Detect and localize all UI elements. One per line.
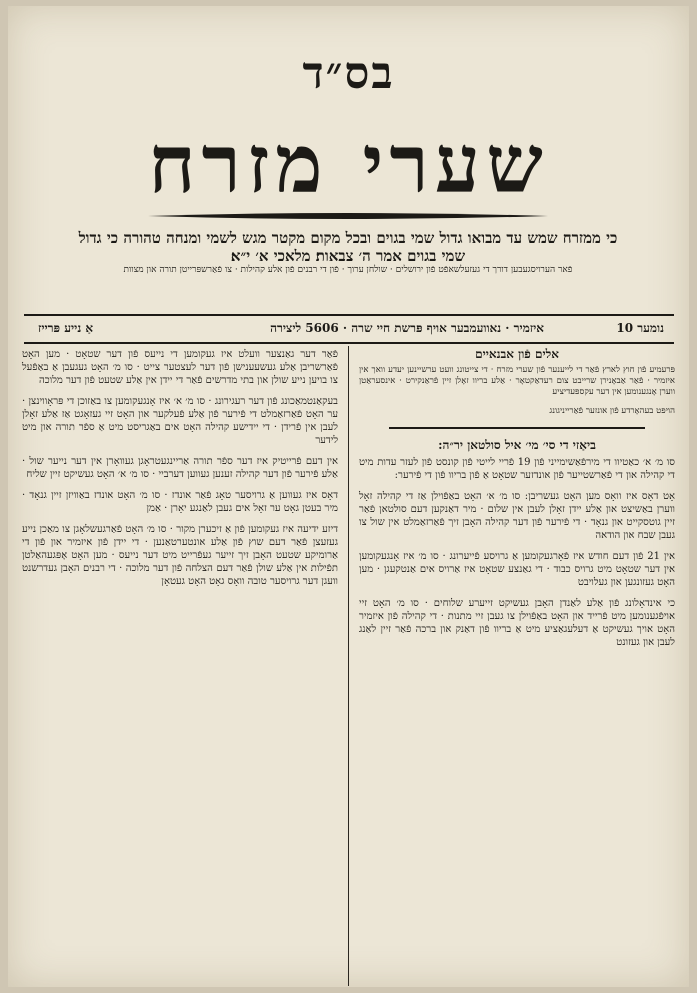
masthead-bar xyxy=(24,314,674,344)
article-paragraph: בעקאַנטמאַכונג פֿון דער רעגירונג · סו מ׳ א׳ איז אָנגעקומען צו באַזוכן די פּראָווינצן · ער האָט פֿאַרזאַמלט די פֿירער פֿון אַלע פֿעלקער און האָט זיי געזאָגט אַז אַלע זאָלן לעבן אין פֿרידן · די יידישע קהילה האָט אים באַגריסט מיט אַ ספֿר תורה און מיט לידער xyxy=(22,396,338,446)
notice-text: פּרעמיע פֿון חוץ לארץ פֿאַר די לייענער פֿון שערי מזרח · די צייטונג וועט ערשיינען יעדע וואך אין איזמיר · פֿאַר אַבאָנירן שרייבט צום רעדאַקטאָר · אַלע בריוו זאָלן זיין פֿראַנקירט · אינסעראַטן ווערן אָנגענומען אין דער עקספּעדיציע xyxy=(359,365,675,397)
article-paragraph: כי אינדאָלונג פֿון אַלע לאַנדן האָבן געשיקט זייערע שלוחים · סו מ׳ האָט זיי אויפֿגענומען מיט פֿרייד און האָט באַפֿוילן צו געבן זיי מתנות · די קהילה פֿון איזמיר האָט אויך געשיקט אַ דעלעגאַציע מיט אַ בריוו פֿון דאַנק און ברכה פֿאַר זיין לאַנג לעבן און געזונט xyxy=(359,598,675,648)
ornament-rule xyxy=(148,212,548,220)
subtitle-line-1: כי ממזרח שמש עד מבואו גדול שמי בגוים ובכל מקום מקטר מגש לשמי ומנחה טהורה כי גדול xyxy=(78,229,618,247)
notice-heading: אלים פֿון אבנאיים xyxy=(475,347,559,361)
article-paragraph: דיזע ידיעה איז געקומען פֿון אַ זיכערן מקור · סו מ׳ האָט פֿאַרגעשלאָגן צו מאַכן נייע געזעצן פֿאַר דעם שוץ פֿון אַלע אונטערטאַנען · די יידן פֿון איזמיר און פֿון די אַרומיקע שטעט האָבן זיך זייער געפֿרייט מיט דער נייעס · מען האָט אָפּגעהאַלטן תפֿילות אין אַלע שולן פֿאַר דעם הצלחה פֿון דער מלוכה · די רבנים האָבן געדרשנט וועגן דער גרויסער טובה וואָס גאָט האָט געטאָן xyxy=(22,524,338,587)
issue-date: איזמיר · נאוועמבער אויף פּרשת חיי שרה · 5606 ליצירה xyxy=(270,321,544,335)
section-heading: ביאַזי די סי׳ מי׳ איל סולטאן יר״ה: xyxy=(438,438,596,452)
article-paragraph: אין 21 פֿון דעם חודש איז פֿאָרגעקומען אַ גרויסע פֿייערונג · סו מ׳ איז אָנגעקומען אין דער שטאָט מיט גרויס כבוד · די גאַנצע שטאָט איז אַרויס אים אַנטקעגן · מען האָט געזונגען און געלויבט xyxy=(359,551,675,588)
newspaper-title: שערי מזרח xyxy=(148,117,549,211)
issue-price: אַ נייע פּרייז xyxy=(38,321,94,335)
article-paragraph: אין דעם פֿרייטיק איז דער ספֿר תורה אַריינגעטראָגן געוואָרן אין דער נייער שול · אַלע פֿירער פֿון דער קהילה זענען געווען דערביי · סו מ׳ א׳ האָט געשיקט זיין שליח xyxy=(22,456,338,480)
newspaper-page xyxy=(8,6,689,987)
right-column xyxy=(359,348,675,657)
article-paragraph: דאָס איז געווען אַ גרויסער טאָג פֿאַר אונדז · סו מ׳ האָט אונדז באַוויזן זיין גנאָד · מיר בעטן גאָט ער זאָל אים געבן לאַנגע יאָרן · אַמן xyxy=(22,490,338,514)
article-paragraph: סו מ׳ א׳ כאַטיוו די מירפֿאַשימייני פֿון 19 פֿריי לייטי פֿון קונסט פֿון לעזר עדות מיט די קהילה און די פֿאַרשטייער פֿון אונדזער שטאָט אַ פֿון בריוו פֿון די פֿירער: xyxy=(359,457,675,481)
notice-footer: הויפּט בעהאָרדע פֿון אונזער פֿאַרייניגונג xyxy=(549,406,675,416)
column-divider xyxy=(348,346,349,986)
section-divider xyxy=(389,427,645,429)
issue-number: נומער 10 xyxy=(616,321,664,335)
subtitle xyxy=(28,229,668,265)
subtitle-line-2: שמי בגוים אמר ה׳ צבאות׃ מלאכי א׳ י״א׃ xyxy=(230,247,466,265)
publishers-line: פֿאר הערויסגעבען דורך די געזעלשאפֿט פֿון ירושלים · שולחן ערוך · פֿון די רבנים פֿון אלע קהילות · צו פֿאַרשפּרייטן תורה און מצוות xyxy=(123,265,573,275)
left-column xyxy=(22,348,338,596)
article-paragraph: פֿאַר דער גאַנצער וועלט איז געקומען די נייעס פֿון דער שטאָט · מען האָט פֿאַרשריבן אַלע געשעענישן פֿון דער לעצטער צייט · סו מ׳ האָט געגעבן אַ באַפֿעל צו בויען נייע שולן און בתי מדרשים פֿאַר די יידן אין אַלע שטעט פֿון דער מלוכה xyxy=(22,349,338,386)
article-paragraph: אָט דאָס איז וואָס מען האָט געשריבן: סו מ׳ א׳ האָט באַפֿוילן אַז די קהילה זאָל ווערן באַשיצט און אַלע יידן זאָלן לעבן אין שלום · מיר דאַנקען דעם סולטאן פֿאַר זיין גוטסקייט און גנאָד · די פֿירער פֿון דער קהילה האָבן זיך פֿאַרזאַמלט אין שול צו געבן שבח און הודאה xyxy=(359,491,675,541)
sefer-heading: בס״ד xyxy=(302,48,395,99)
